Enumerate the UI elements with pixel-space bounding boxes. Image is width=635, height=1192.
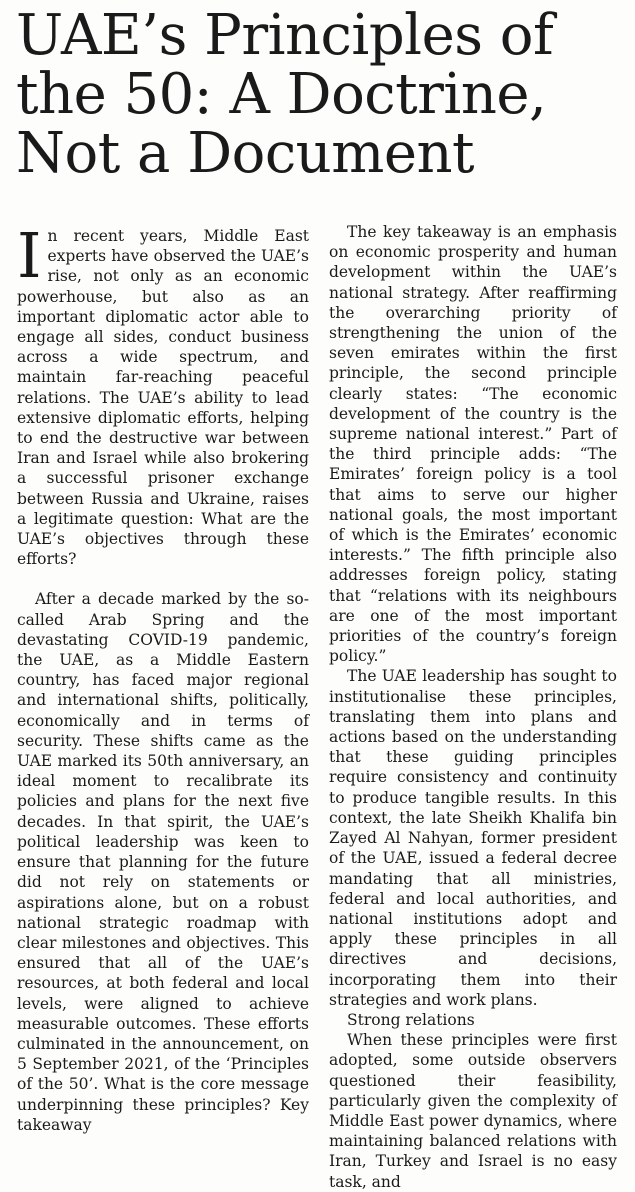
paragraph-institutionalise: The UAE leadership has sought to institutionalise these principles, translating them into plans and actions based on the understanding that these guiding principles require consistency and continuity to produce tangible results. In this context, the late Sheikh Khalifa bin Zayed Al Nahyan, former president of the UAE, issued a federal decree mandating that all ministries, federal and local authorities, and national institutions adopt and apply these principles in all directives and decisions, incorporating them into their strategies and work plans. bbox=[329, 667, 617, 1009]
paragraph-key-takeaway: The key takeaway is an emphasis on economic prosperity and human development within the UAE’s national strategy. After reaffirming the overarching priority of strengthening the union of the seven emirates within the first principle, the second principle clearly states: “The economic development of the country is the supreme national interest.” Part of the third principle adds: “The Emirates’ foreign policy is a tool that aims to serve our higher national goals, the most important of which is the Emirates’ economic interests.” The fifth principle also addresses foreign policy, stating that “relations with its neighbours are one of the most important priorities of the country’s foreign policy.” bbox=[329, 223, 617, 666]
left-column bbox=[17, 219, 309, 1135]
paragraph-intro-text: n recent years, Middle East experts have observed the UAE’s rise, not only as an economic powerhouse, but also as an important diplomatic actor able to engage all sides, conduct business across a wide spectrum, and maintain far-reaching peaceful relations. The UAE’s ability to lead extensive diplomatic efforts, helping to end the destructive war between Iran and Israel while also brokering a successful prisoner exchange between Russia and Ukraine, raises a legitimate question: What are the UAE’s objectives through these efforts? bbox=[17, 227, 309, 569]
paragraph-intro bbox=[17, 219, 309, 569]
subheading-strong-relations: Strong relations bbox=[347, 1010, 475, 1029]
paragraph-context: After a decade marked by the so-called Arab Spring and the devastating COVID-19 pandemic, the UAE, as a Middle Eastern country, has faced major regional and international shifts, politically, economically and in terms of security. These shifts came as the UAE marked its 50th anniversary, an ideal moment to recalibrate its policies and plans for the next five decades. In that spirit, the UAE’s political leadership was keen to ensure that planning for the future did not rely on statements or aspirations alone, but on a robust national strategic roadmap with clear milestones and objectives. This ensured that all of the UAE’s resources, at both federal and local levels, were aligned to achieve measurable outcomes. These efforts culminated in the announcement, on 5 September 2021, of the ‘Principles of the 50’. What is the core message underpinning these principles? Key takeaway bbox=[17, 590, 309, 1134]
paragraph-strong-relations: When these principles were first adopted, some outside observers questioned their feasibility, particularly given the complexity of Middle East power dynamics, where maintaining balanced relations with Iran, Turkey and Israel is no easy task, and bbox=[329, 1031, 617, 1191]
right-column bbox=[329, 222, 617, 1192]
headline: UAE’s Principles of the 50: A Doctrine, Not a Document bbox=[16, 3, 554, 186]
drop-cap: I bbox=[17, 219, 42, 292]
